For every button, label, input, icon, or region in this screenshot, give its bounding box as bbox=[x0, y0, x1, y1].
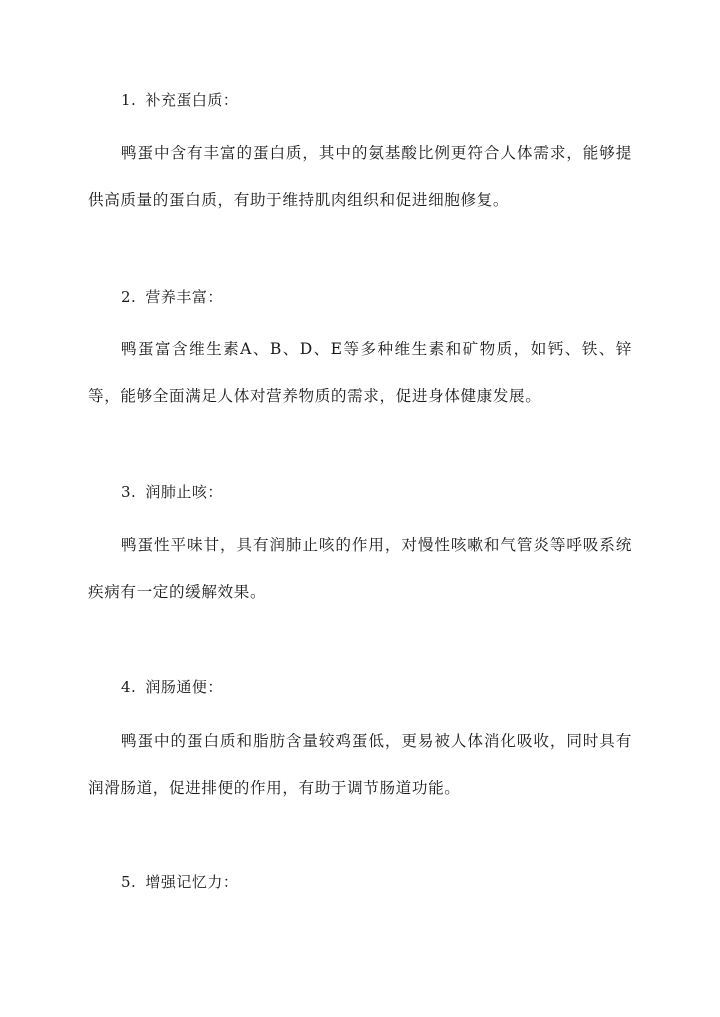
section-2-heading bbox=[121, 287, 223, 307]
section-4-title: 润肠通便： bbox=[145, 678, 223, 696]
section-2-body: 鸭蛋富含维生素A、B、D、E等多种维生素和矿物质，如钙、铁、锌等，能够全面满足人体对营养物质的需求，促进身体健康发展。 bbox=[88, 340, 632, 405]
section-5-number: 5. bbox=[121, 873, 137, 891]
section-3-title: 润肺止咳： bbox=[145, 483, 223, 501]
section-4-number: 4. bbox=[121, 678, 137, 696]
section-2-title: 营养丰富： bbox=[145, 288, 223, 306]
section-5-title: 增强记忆力： bbox=[145, 873, 239, 891]
section-1-body: 鸭蛋中含有丰富的蛋白质，其中的氨基酸比例更符合人体需求，能够提供高质量的蛋白质，有助于维持肌肉组织和促进细胞修复。 bbox=[88, 144, 632, 209]
section-4-body: 鸭蛋中的蛋白质和脂肪含量较鸡蛋低，更易被人体消化吸收，同时具有润滑肠道，促进排便的作用，有助于调节肠道功能。 bbox=[88, 732, 632, 797]
section-1-heading bbox=[121, 90, 238, 110]
section-1-title: 补充蛋白质： bbox=[145, 91, 239, 109]
section-3-number: 3. bbox=[121, 483, 137, 501]
section-2-number: 2. bbox=[121, 288, 137, 306]
section-3-heading bbox=[121, 482, 223, 502]
section-1-number: 1. bbox=[121, 91, 137, 109]
section-4-heading bbox=[121, 677, 223, 697]
section-3-body: 鸭蛋性平味甘，具有润肺止咳的作用，对慢性咳嗽和气管炎等呼吸系统疾病有一定的缓解效果。 bbox=[88, 536, 632, 601]
section-5-heading bbox=[121, 872, 238, 892]
